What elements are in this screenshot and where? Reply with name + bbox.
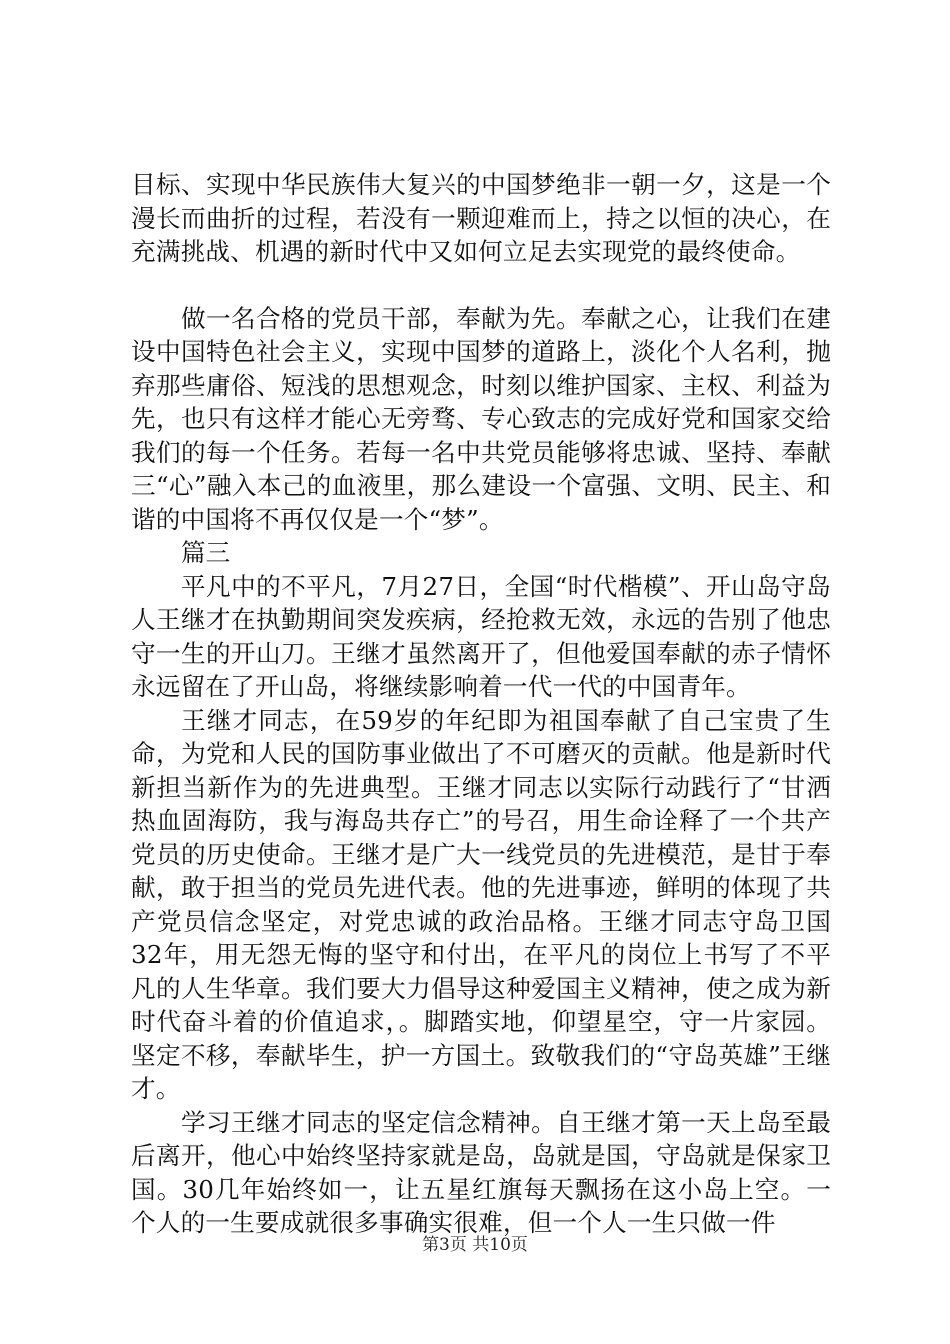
document-body	[131, 168, 831, 1240]
paragraph-dedication: 做一名合格的党员干部，奉献为先。奉献之心，让我们在建设中国特色社会主义，实现中国梦的道路上，淡化个人名利，抛弃那些庸俗、短浅的思想观念，时刻以维护国家、主权、利益为先，也只有这样才能心无旁骛、专心致志的完成好党和国家交给我们的每一个任务。若每一名中共党员能够将忠诚、坚持、奉献三“心”融入本己的血液里，那么建设一个富强、文明、民主、和谐的中国将不再仅仅是一个“梦”。	[131, 303, 831, 534]
paragraph-belief: 学习王继才同志的坚定信念精神。自王继才第一天上岛至最后离开，他心中始终坚持家就是岛，岛就是国，守岛就是保家卫国。30几年始终如一，让五星红旗每天飘扬在这小岛上空。一个人的一生要成就很多事确实很难，但一个人一生只做一件	[131, 1107, 831, 1237]
paragraph-intro: 平凡中的不平凡，7月27日，全国“时代楷模”、开山岛守岛人王继才在执勤期间突发疾病，经抢救无效，永远的告别了他忠守一生的开山刀。王继才虽然离开了，但他爱国奉献的赤子情怀永远留在了开山岛，将继续影响着一代一代的中国青年。	[131, 571, 831, 701]
paragraph-tribute: 王继才同志，在59岁的年纪即为祖国奉献了自己宝贵了生命，为党和人民的国防事业做出了不可磨灭的贡献。他是新时代新担当新作为的先进典型。王继才同志以实际行动践行了“甘洒热血固海防，我与海岛共存亡”的号召，用生命诠释了一个共产党员的历史使命。王继才是广大一线党员的先进模范，是甘于奉献，敢于担当的党员先进代表。他的先进事迹，鲜明的体现了共产党员信念坚定，对党忠诚的政治品格。王继才同志守岛卫国32年，用无怨无悔的坚守和付出，在平凡的岗位上书写了不平凡的人生华章。我们要大力倡导这种爱国主义精神，使之成为新时代奋斗着的价值追求，。脚踏实地，仰望星空，守一片家园。坚定不移，奉献毕生，护一方国土。致敬我们的“守岛英雄”王继才。	[131, 705, 831, 1103]
page-number-footer: 第3页 共10页	[422, 1235, 528, 1255]
paragraph-continuation: 目标、实现中华民族伟大复兴的中国梦绝非一朝一夕，这是一个漫长而曲折的过程，若没有一颗迎难而上，持之以恒的决心，在充满挑战、机遇的新时代中又如何立足去实现党的最终使命。	[131, 170, 831, 266]
section-heading: 篇三	[181, 538, 231, 567]
